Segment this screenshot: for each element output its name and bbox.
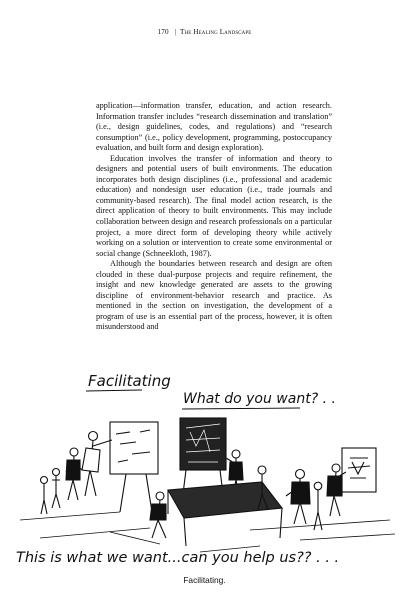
sketch-title-text: Facilitating <box>88 372 171 390</box>
facilitating-sketch <box>0 362 409 572</box>
page-number: 170 <box>157 28 169 36</box>
body-text <box>96 101 332 333</box>
paragraph-3: Although the boundaries between research and design are often clouded in these dual-purpose projects and require refinement, the insight and new knowledge generated are assets to the growing discipline of environment-behavior research and practice. As mentioned in the section on investigation, the development of a program of use is an essential part of the process, however, it is often misunderstood and <box>96 259 332 332</box>
sketch-question-text: What do you want? . . <box>183 391 336 407</box>
header-separator: | <box>174 28 177 36</box>
book-title: The Healing Landscape <box>180 28 252 36</box>
floor-lines <box>20 512 395 552</box>
running-head <box>0 28 409 36</box>
paragraph-1: application—information transfer, education, and action research. Information transfer includes “research dissemination and translation” (i.e., design guidelines, codes, and regulations) and “research consumption” (i.e., policy development, programming, postoccupancy evaluation, and built form and design exploration). <box>96 101 332 153</box>
paragraph-2: Education involves the transfer of information and theory to designers and potential users of built environments. The education incorporates both design disciplines (i.e., professional and academic education) and nondesign user education (i.e., trade journals and community-based research). The final model action research, is the direct application of theory to built environments. This may include collaboration between design and research professionals on a particular project, a more direct form of developing theory while actively working on a solution or intervention to create some environmental or social change (Schneekloth, 1987). <box>96 153 332 258</box>
right-group-figures <box>314 448 376 530</box>
figure-caption: Facilitating. <box>183 575 226 585</box>
sketch-drawing <box>0 362 409 572</box>
left-group-figures <box>41 422 159 514</box>
sketch-answer-text: This is what we want...can you help us?? . . . <box>16 550 340 566</box>
